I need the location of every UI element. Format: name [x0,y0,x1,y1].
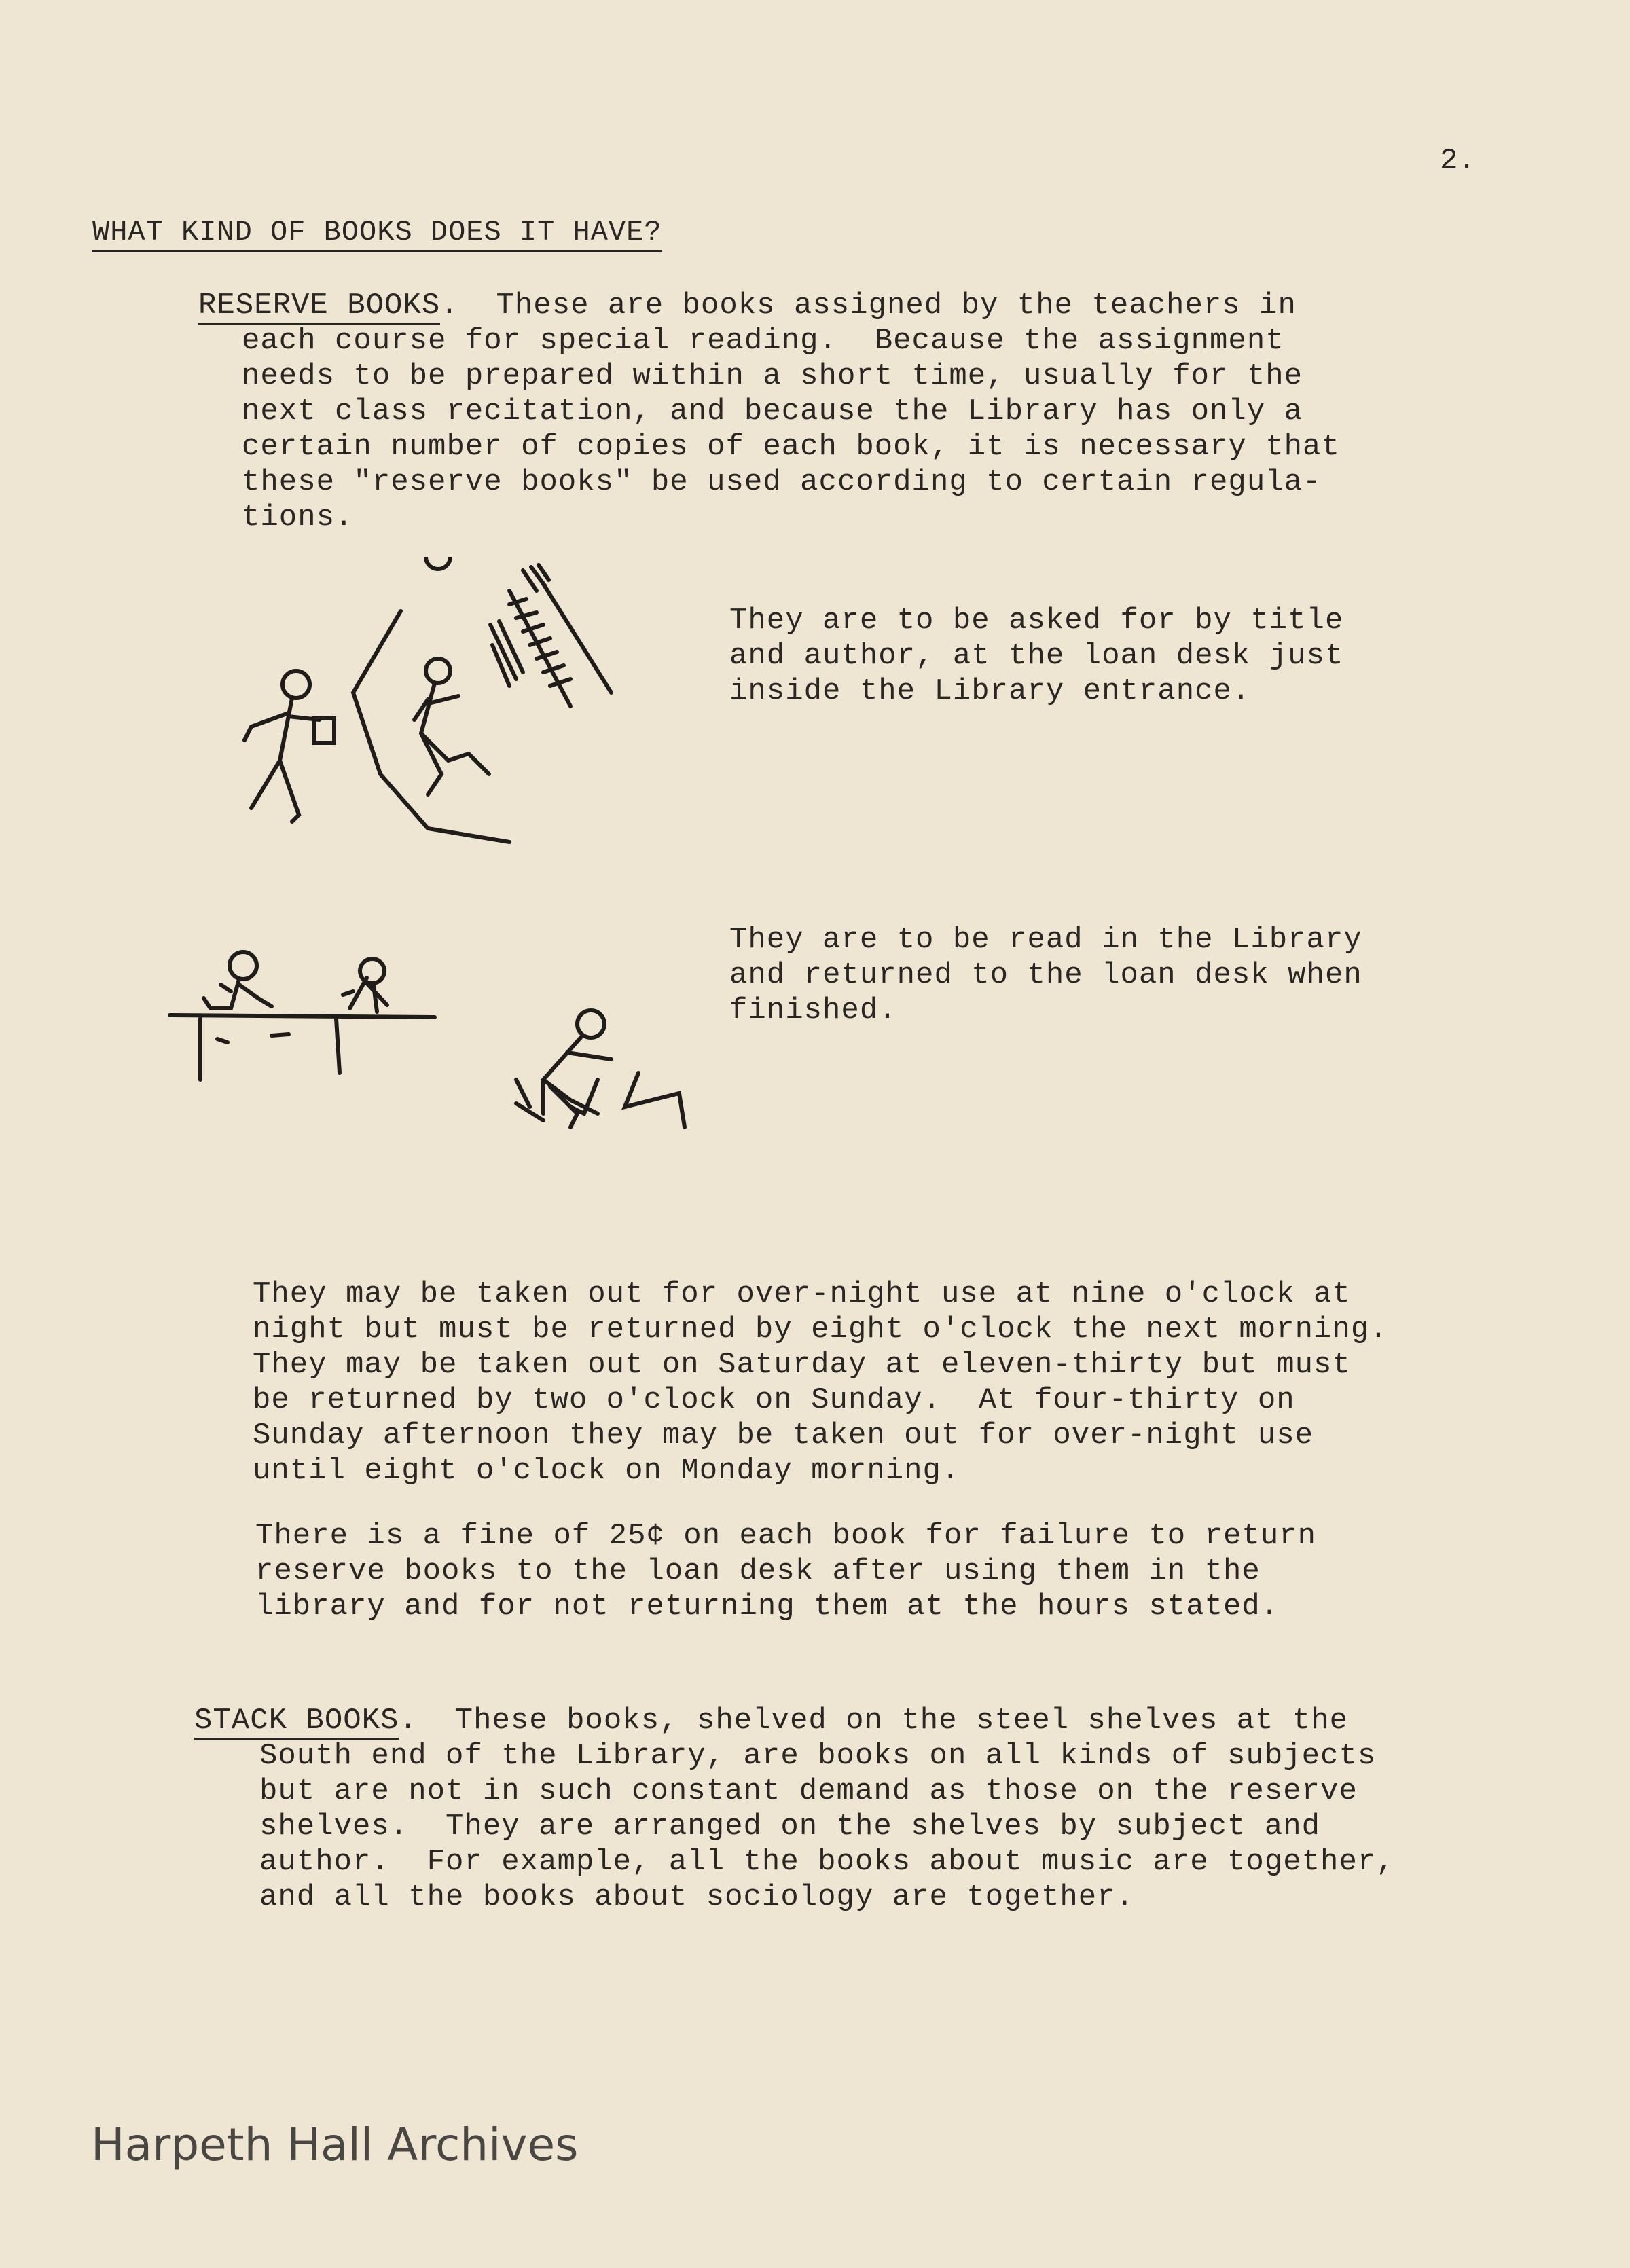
overnight-paragraph: They may be taken out for over-night use at nine o'clock at night but must be returned by eight o'clock the next morning. They may be taken out on Saturday at eleven-thirty but must be returned by two o'clock on Sunday. At four-thirty on Sunday afternoon they may be taken out for over-night use until eight o'clock on Monday morning. [253,1277,1388,1488]
caption-read-in-library: They are to be read in the Library and returned to the loan desk when finished. [729,923,1362,1027]
illustration-loan-desk [224,557,618,856]
archives-watermark: Harpeth Hall Archives [91,2119,579,2171]
reserve-first-line-rest: . These are books assigned by the teachers in [440,289,1297,323]
illustration-reading [163,944,693,1134]
page-number: 2. [1440,144,1476,178]
reserve-paragraph: each course for special reading. Because the assignment needs to be prepared within a short time, usually for the next class recitation, and because the Library has only a certain number of copies of each book, it is necessary that these "reserve books" be used according to certain regula- tions. [242,324,1340,534]
stack-paragraph: South end of the Library, are books on all kinds of subjects but are not in such constant demand as those on the reserve shelves. They are arranged on the shelves by subject and author. For example, all the books about music are together, and all the books about sociology are together. [259,1739,1395,1914]
fine-paragraph: There is a fine of 25¢ on each book for failure to return reserve books to the loan desk after using them in the library and for not returning them at the hours stated. [255,1519,1317,1624]
stack-label: STACK BOOKS [194,1704,399,1740]
reserve-label: RESERVE BOOKS [198,289,440,325]
stack-first-line-rest: . These books, shelved on the steel shelves at the [399,1704,1349,1738]
reserve-first-line [198,288,1297,323]
stack-first-line [194,1703,1348,1738]
caption-ask-for-books: They are to be asked for by title and author, at the loan desk just inside the Library entrance. [729,604,1344,708]
section-heading: WHAT KIND OF BOOKS DOES IT HAVE? [92,216,662,252]
